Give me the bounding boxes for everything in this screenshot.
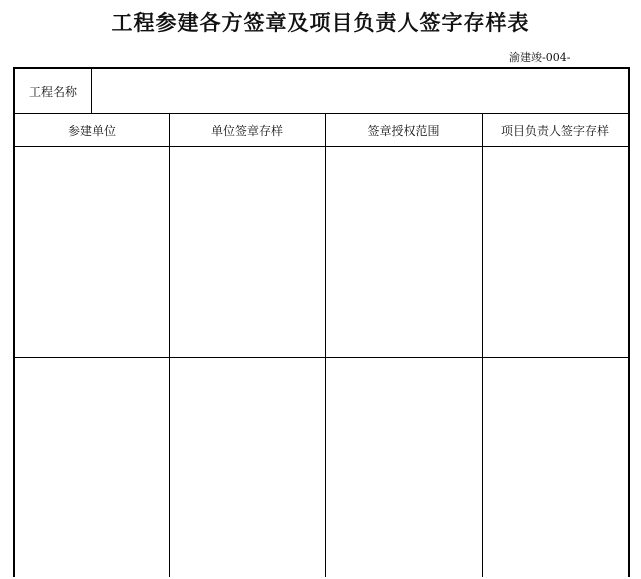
column-header-unit-seal-sample: 单位签章存样 <box>210 123 283 138</box>
project-name-field[interactable] <box>92 69 628 113</box>
table-cell-seal[interactable] <box>169 358 325 579</box>
table-cell-scope[interactable] <box>325 147 482 357</box>
table-row <box>15 358 628 579</box>
signature-sample-form <box>13 67 630 577</box>
column-header-manager-signature-sample: 项目负责人签字存样 <box>500 123 609 138</box>
table-row <box>15 147 628 358</box>
project-name-label: 工程名称 <box>15 69 92 113</box>
document-title: 工程参建各方签章及项目负责人签字存样表 <box>111 10 530 35</box>
table-cell-seal[interactable] <box>169 147 325 357</box>
column-header-seal-authorization-scope: 签章授权范围 <box>367 123 440 138</box>
project-name-row <box>15 69 628 114</box>
table-cell-unit[interactable] <box>15 358 169 579</box>
column-header-participating-unit: 参建单位 <box>67 123 116 138</box>
table-cell-scope[interactable] <box>325 358 482 579</box>
table-cell-signature[interactable] <box>482 358 628 579</box>
table-cell-unit[interactable] <box>15 147 169 357</box>
table-cell-signature[interactable] <box>482 147 628 357</box>
form-code: 渝建竣-004- <box>509 51 571 64</box>
table-header-row <box>15 114 628 147</box>
